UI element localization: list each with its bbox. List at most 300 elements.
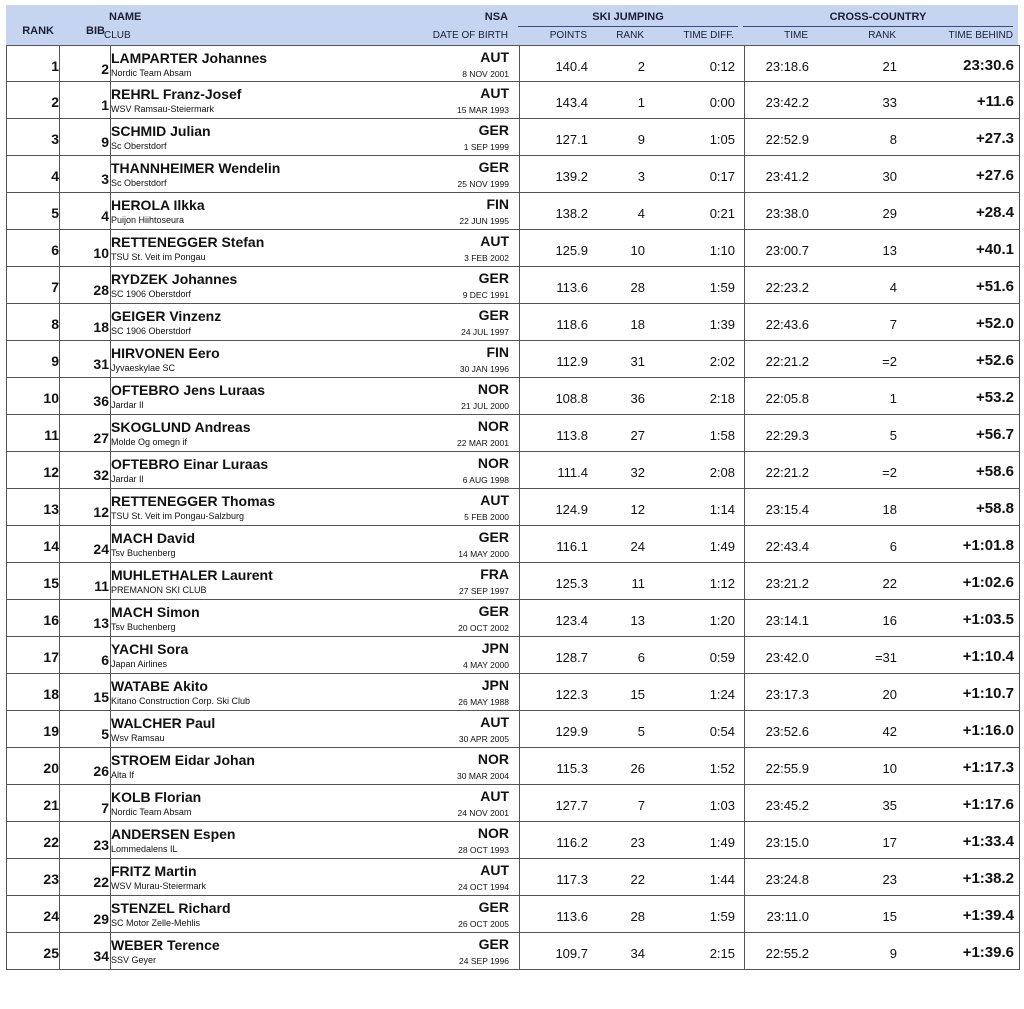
cross-country-underline xyxy=(743,26,1013,27)
jump-rank: 7 xyxy=(637,798,645,813)
jump-time-diff: 1:39 xyxy=(709,317,735,332)
header-cc-rank: RANK xyxy=(868,30,896,41)
table-row xyxy=(7,45,1019,82)
nsa-code: AUT xyxy=(480,233,509,249)
rank-cell: 16 xyxy=(43,612,59,628)
bib-cell: 26 xyxy=(93,763,109,779)
rank-cell: 15 xyxy=(43,575,59,591)
nsa-code: FIN xyxy=(486,196,509,212)
bib-cell: 2 xyxy=(101,61,109,77)
results-table xyxy=(6,45,1020,970)
rank-cell: 21 xyxy=(43,797,59,813)
jump-points: 143.4 xyxy=(555,95,588,110)
jump-rank: 28 xyxy=(630,280,645,295)
nsa-code: NOR xyxy=(477,455,509,471)
bib-cell: 6 xyxy=(101,652,109,668)
bib-cell: 23 xyxy=(93,837,109,853)
bib-cell: 1 xyxy=(101,97,109,113)
cc-time: 22:21.2 xyxy=(765,354,809,369)
time-behind: +11.6 xyxy=(976,93,1014,110)
jump-rank: 31 xyxy=(630,354,645,369)
athlete-name: SCHMID Julian xyxy=(111,123,211,139)
jump-rank: 6 xyxy=(637,650,645,665)
column-divider xyxy=(519,378,520,414)
athlete-name: STROEM Eidar Johan xyxy=(111,752,255,768)
cc-rank: 35 xyxy=(882,798,897,813)
table-row xyxy=(7,711,1019,748)
rank-cell: 8 xyxy=(51,316,59,332)
date-of-birth: 22 JUN 1995 xyxy=(459,216,509,226)
jump-time-diff: 1:12 xyxy=(709,576,735,591)
bib-cell: 9 xyxy=(101,134,109,150)
club-name: SC Motor Zelle-Mehlis xyxy=(111,918,201,928)
nsa-code: AUT xyxy=(480,862,509,878)
club-name: Sc Oberstdorf xyxy=(111,178,167,188)
jump-points: 116.1 xyxy=(556,539,588,554)
jump-time-diff: 0:17 xyxy=(709,169,735,184)
time-behind: +58.6 xyxy=(976,463,1014,480)
jump-time-diff: 1:49 xyxy=(709,835,735,850)
table-row xyxy=(7,304,1019,341)
nsa-code: AUT xyxy=(480,714,509,730)
cc-time: 23:18.6 xyxy=(765,59,809,74)
rank-cell: 10 xyxy=(43,390,59,406)
rank-cell: 14 xyxy=(43,538,59,554)
date-of-birth: 24 JUL 1997 xyxy=(461,327,509,337)
ski-jumping-underline xyxy=(518,26,738,27)
nsa-code: GER xyxy=(478,122,509,138)
date-of-birth: 30 MAR 2004 xyxy=(457,771,509,781)
time-behind: +56.7 xyxy=(976,426,1014,443)
column-divider xyxy=(519,933,520,969)
time-behind: +28.4 xyxy=(976,204,1014,221)
nsa-code: AUT xyxy=(480,85,509,101)
table-row xyxy=(7,822,1019,859)
jump-points: 118.6 xyxy=(556,317,588,332)
club-name: Jardar Il xyxy=(111,400,144,410)
club-name: WSV Ramsau-Steiermark xyxy=(111,104,215,114)
cc-time: 23:00.7 xyxy=(765,243,809,258)
table-row xyxy=(7,82,1019,119)
jump-time-diff: 0:12 xyxy=(709,59,735,74)
club-name: SSV Geyer xyxy=(111,955,157,965)
column-divider xyxy=(519,785,520,821)
rank-cell: 18 xyxy=(43,686,59,702)
column-divider xyxy=(519,452,520,488)
rank-cell: 19 xyxy=(43,723,59,739)
athlete-name: GEIGER Vinzenz xyxy=(111,308,222,324)
column-divider xyxy=(519,748,520,784)
rank-cell: 12 xyxy=(43,464,59,480)
athlete-name: FRITZ Martin xyxy=(111,863,197,879)
bib-cell: 31 xyxy=(93,356,109,372)
column-divider xyxy=(519,822,520,858)
jump-points: 128.7 xyxy=(555,650,588,665)
club-name: Japan Airlines xyxy=(111,659,168,669)
athlete-name: WALCHER Paul xyxy=(111,715,216,731)
jump-time-diff: 1:10 xyxy=(709,243,735,258)
date-of-birth: 24 OCT 1994 xyxy=(458,882,509,892)
cc-time: 23:11.0 xyxy=(766,909,809,924)
cc-rank: 16 xyxy=(882,613,897,628)
column-divider xyxy=(519,119,520,155)
header-cross-country: CROSS-COUNTRY xyxy=(829,11,927,23)
athlete-name: MUHLETHALER Laurent xyxy=(111,567,273,583)
time-behind: +1:38.2 xyxy=(962,870,1014,887)
time-behind: 23:30.6 xyxy=(963,57,1014,74)
bib-cell: 22 xyxy=(93,874,109,890)
table-row xyxy=(7,674,1019,711)
cc-time: 23:15.4 xyxy=(765,502,809,517)
header-time-diff: TIME DIFF. xyxy=(683,30,734,41)
bib-cell: 4 xyxy=(101,208,109,224)
nsa-code: AUT xyxy=(480,492,509,508)
column-divider xyxy=(519,46,520,81)
club-name: Nordic Team Absam xyxy=(111,68,192,78)
jump-rank: 9 xyxy=(637,132,645,147)
table-row xyxy=(7,156,1019,193)
cc-time: 23:42.0 xyxy=(765,650,809,665)
date-of-birth: 24 SEP 1996 xyxy=(459,956,509,966)
date-of-birth: 20 OCT 2002 xyxy=(458,623,509,633)
header-bib: BIB xyxy=(86,25,105,37)
header-rank: RANK xyxy=(22,25,54,37)
cc-rank: 6 xyxy=(889,539,897,554)
jump-rank: 1 xyxy=(637,95,645,110)
bib-cell: 11 xyxy=(94,578,109,594)
column-divider xyxy=(519,711,520,747)
bib-cell: 36 xyxy=(93,393,109,409)
athlete-name: OFTEBRO Einar Luraas xyxy=(111,456,269,472)
jump-points: 115.3 xyxy=(556,761,588,776)
cc-rank: 4 xyxy=(889,280,897,295)
athlete-name: MACH David xyxy=(111,530,196,546)
column-divider xyxy=(519,193,520,229)
jump-time-diff: 1:59 xyxy=(709,909,735,924)
time-behind: +1:01.8 xyxy=(962,537,1014,554)
jump-rank: 4 xyxy=(637,206,645,221)
cc-time: 22:21.2 xyxy=(765,465,809,480)
table-row xyxy=(7,563,1019,600)
time-behind: +1:16.0 xyxy=(962,722,1014,739)
header-club: CLUB xyxy=(104,30,131,41)
table-row xyxy=(7,785,1019,822)
jump-rank: 23 xyxy=(630,835,645,850)
cc-time: 23:17.3 xyxy=(765,687,809,702)
table-row xyxy=(7,378,1019,415)
table-row xyxy=(7,859,1019,896)
jump-points: 125.9 xyxy=(555,243,588,258)
cc-time: 22:43.6 xyxy=(765,317,809,332)
column-divider xyxy=(519,674,520,710)
jump-time-diff: 2:15 xyxy=(709,946,735,961)
cc-rank: =2 xyxy=(882,354,897,369)
date-of-birth: 24 NOV 2001 xyxy=(457,808,509,818)
jump-points: 116.2 xyxy=(556,835,588,850)
club-name: Tsv Buchenberg xyxy=(111,622,176,632)
jump-points: 109.7 xyxy=(555,946,588,961)
bib-cell: 24 xyxy=(93,541,109,557)
bib-cell: 15 xyxy=(93,689,109,705)
jump-points: 127.1 xyxy=(555,132,588,147)
cc-time: 22:52.9 xyxy=(765,132,809,147)
time-behind: +51.6 xyxy=(976,278,1014,295)
rank-cell: 1 xyxy=(51,58,59,74)
nsa-code: AUT xyxy=(480,49,509,65)
jump-time-diff: 1:03 xyxy=(709,798,735,813)
cc-time: 22:23.2 xyxy=(765,280,809,295)
club-name: Tsv Buchenberg xyxy=(111,548,176,558)
header-sj-rank: RANK xyxy=(616,30,644,41)
date-of-birth: 26 MAY 1988 xyxy=(458,697,509,707)
jump-time-diff: 0:59 xyxy=(709,650,735,665)
date-of-birth: 27 SEP 1997 xyxy=(459,586,509,596)
jump-rank: 18 xyxy=(630,317,645,332)
cc-rank: 9 xyxy=(889,946,897,961)
column-divider xyxy=(519,896,520,932)
time-behind: +52.0 xyxy=(976,315,1014,332)
jump-time-diff: 1:49 xyxy=(709,539,735,554)
rank-cell: 6 xyxy=(51,242,59,258)
cc-time: 23:21.2 xyxy=(765,576,809,591)
cc-rank: =31 xyxy=(874,650,897,665)
table-row xyxy=(7,267,1019,304)
header-time-behind: TIME BEHIND xyxy=(948,30,1013,41)
table-row xyxy=(7,933,1019,970)
nsa-code: FRA xyxy=(480,566,509,582)
cc-rank: 30 xyxy=(882,169,897,184)
cc-time: 22:05.8 xyxy=(765,391,809,406)
athlete-name: THANNHEIMER Wendelin xyxy=(111,160,281,176)
nsa-code: GER xyxy=(478,603,509,619)
time-behind: +27.6 xyxy=(976,167,1014,184)
jump-points: 139.2 xyxy=(555,169,588,184)
club-name: Jyvaeskylae SC xyxy=(111,363,176,373)
nsa-code: JPN xyxy=(481,677,509,693)
table-row xyxy=(7,452,1019,489)
nsa-code: NOR xyxy=(477,825,509,841)
time-behind: +1:17.6 xyxy=(962,796,1014,813)
nsa-code: JPN xyxy=(481,640,509,656)
athlete-name: OFTEBRO Jens Luraas xyxy=(111,382,266,398)
date-of-birth: 15 MAR 1993 xyxy=(457,105,509,115)
time-behind: +1:17.3 xyxy=(962,759,1014,776)
column-divider xyxy=(519,156,520,192)
jump-points: 113.6 xyxy=(556,280,588,295)
rank-cell: 7 xyxy=(51,279,59,295)
bib-cell: 12 xyxy=(93,504,109,520)
cc-rank: 29 xyxy=(882,206,897,221)
cc-rank: 13 xyxy=(882,243,897,258)
date-of-birth: 21 JUL 2000 xyxy=(461,401,509,411)
date-of-birth: 1 SEP 1999 xyxy=(463,142,509,152)
athlete-name: HEROLA Ilkka xyxy=(111,197,205,213)
nsa-code: NOR xyxy=(477,418,509,434)
date-of-birth: 25 NOV 1999 xyxy=(457,179,509,189)
time-behind: +52.6 xyxy=(976,352,1014,369)
table-row xyxy=(7,193,1019,230)
cc-rank: 20 xyxy=(882,687,897,702)
table-header xyxy=(6,5,1018,45)
cc-time: 22:55.2 xyxy=(765,946,809,961)
table-row xyxy=(7,341,1019,378)
table-row xyxy=(7,896,1019,933)
time-behind: +27.3 xyxy=(976,130,1014,147)
athlete-name: RETTENEGGER Stefan xyxy=(111,234,265,250)
jump-rank: 11 xyxy=(631,576,645,591)
jump-time-diff: 1:52 xyxy=(709,761,735,776)
date-of-birth: 6 AUG 1998 xyxy=(462,475,509,485)
date-of-birth: 8 NOV 2001 xyxy=(462,69,509,79)
jump-rank: 12 xyxy=(630,502,645,517)
column-divider xyxy=(519,82,520,118)
jump-rank: 2 xyxy=(637,59,645,74)
cc-rank: 15 xyxy=(882,909,897,924)
rank-cell: 17 xyxy=(43,649,59,665)
bib-cell: 18 xyxy=(93,319,109,335)
athlete-name: LAMPARTER Johannes xyxy=(111,50,268,66)
jump-time-diff: 0:00 xyxy=(709,95,735,110)
jump-points: 123.4 xyxy=(555,613,588,628)
jump-time-diff: 2:02 xyxy=(709,354,735,369)
time-behind: +1:10.4 xyxy=(962,648,1014,665)
cc-rank: 18 xyxy=(882,502,897,517)
column-divider xyxy=(519,526,520,562)
nsa-code: GER xyxy=(478,159,509,175)
nsa-code: GER xyxy=(478,270,509,286)
cc-time: 23:52.6 xyxy=(765,724,809,739)
column-divider xyxy=(519,563,520,599)
date-of-birth: 28 OCT 1993 xyxy=(458,845,509,855)
rank-cell: 5 xyxy=(51,205,59,221)
jump-time-diff: 1:05 xyxy=(709,132,735,147)
club-name: Sc Oberstdorf xyxy=(111,141,167,151)
athlete-name: ANDERSEN Espen xyxy=(111,826,236,842)
table-row xyxy=(7,230,1019,267)
jump-rank: 22 xyxy=(630,872,645,887)
table-row xyxy=(7,119,1019,156)
time-behind: +58.8 xyxy=(976,500,1014,517)
rank-cell: 9 xyxy=(51,353,59,369)
date-of-birth: 9 DEC 1991 xyxy=(462,290,509,300)
bib-cell: 27 xyxy=(93,430,109,446)
jump-points: 129.9 xyxy=(555,724,588,739)
club-name: Wsv Ramsau xyxy=(111,733,165,743)
time-behind: +1:02.6 xyxy=(962,574,1014,591)
header-nsa: NSA xyxy=(484,11,508,23)
table-row xyxy=(7,748,1019,785)
rank-cell: 20 xyxy=(43,760,59,776)
cc-time: 23:15.0 xyxy=(765,835,809,850)
jump-points: 117.3 xyxy=(556,872,588,887)
date-of-birth: 30 APR 2005 xyxy=(458,734,509,744)
jump-time-diff: 1:44 xyxy=(709,872,735,887)
nsa-code: GER xyxy=(478,899,509,915)
athlete-name: YACHI Sora xyxy=(111,641,189,657)
jump-time-diff: 0:54 xyxy=(709,724,735,739)
column-divider xyxy=(519,859,520,895)
cc-rank: 17 xyxy=(882,835,897,850)
club-name: PREMANON SKI CLUB xyxy=(111,585,207,595)
header-dob: DATE OF BIRTH xyxy=(432,30,508,41)
jump-time-diff: 1:58 xyxy=(709,428,735,443)
cc-rank: 22 xyxy=(882,576,897,591)
jump-rank: 27 xyxy=(630,428,645,443)
column-divider xyxy=(519,600,520,636)
athlete-name: REHRL Franz-Josef xyxy=(111,86,242,102)
cc-time: 22:29.3 xyxy=(765,428,809,443)
athlete-name: KOLB Florian xyxy=(111,789,202,805)
rank-cell: 2 xyxy=(51,94,59,110)
table-row xyxy=(7,637,1019,674)
jump-points: 113.8 xyxy=(556,428,588,443)
header-ski-jumping: SKI JUMPING xyxy=(592,11,664,23)
cc-time: 22:43.4 xyxy=(765,539,809,554)
column-divider xyxy=(519,489,520,525)
club-name: WSV Murau-Steiermark xyxy=(111,881,207,891)
date-of-birth: 30 JAN 1996 xyxy=(459,364,509,374)
cc-rank: 8 xyxy=(889,132,897,147)
date-of-birth: 22 MAR 2001 xyxy=(457,438,509,448)
bib-cell: 10 xyxy=(93,245,109,261)
jump-points: 127.7 xyxy=(555,798,588,813)
column-divider xyxy=(519,415,520,451)
jump-points: 113.6 xyxy=(556,909,588,924)
bib-cell: 7 xyxy=(101,800,109,816)
jump-points: 122.3 xyxy=(555,687,588,702)
time-behind: +53.2 xyxy=(976,389,1014,406)
bib-cell: 3 xyxy=(101,171,109,187)
cc-rank: 42 xyxy=(882,724,897,739)
cc-time: 22:55.9 xyxy=(765,761,809,776)
bib-cell: 28 xyxy=(93,282,109,298)
club-name: Molde Og omegn if xyxy=(111,437,188,447)
cc-rank: 23 xyxy=(882,872,897,887)
jump-points: 124.9 xyxy=(555,502,588,517)
table-row xyxy=(7,489,1019,526)
jump-time-diff: 1:59 xyxy=(709,280,735,295)
cc-time: 23:38.0 xyxy=(765,206,809,221)
athlete-name: WATABE Akito xyxy=(111,678,208,694)
header-points: POINTS xyxy=(549,30,587,41)
athlete-name: SKOGLUND Andreas xyxy=(111,419,251,435)
column-divider xyxy=(519,341,520,377)
rank-cell: 24 xyxy=(43,908,59,924)
jump-points: 111.4 xyxy=(557,465,588,480)
column-divider xyxy=(519,637,520,673)
time-behind: +1:39.4 xyxy=(962,907,1014,924)
jump-rank: 32 xyxy=(630,465,645,480)
club-name: TSU St. Veit im Pongau-Salzburg xyxy=(111,511,245,521)
date-of-birth: 3 FEB 2002 xyxy=(464,253,509,263)
column-divider xyxy=(519,267,520,303)
nsa-code: GER xyxy=(478,307,509,323)
jump-points: 140.4 xyxy=(555,59,588,74)
jump-rank: 3 xyxy=(637,169,645,184)
cc-rank: 1 xyxy=(889,391,897,406)
rank-cell: 3 xyxy=(51,131,59,147)
rank-cell: 23 xyxy=(43,871,59,887)
rank-cell: 13 xyxy=(43,501,59,517)
jump-time-diff: 2:18 xyxy=(709,391,735,406)
table-row xyxy=(7,526,1019,563)
club-name: Puijon Hiihtoseura xyxy=(111,215,185,225)
athlete-name: STENZEL Richard xyxy=(111,900,231,916)
time-behind: +1:39.6 xyxy=(962,944,1014,961)
athlete-name: MACH Simon xyxy=(111,604,200,620)
club-name: Jardar Il xyxy=(111,474,144,484)
bib-cell: 13 xyxy=(93,615,109,631)
